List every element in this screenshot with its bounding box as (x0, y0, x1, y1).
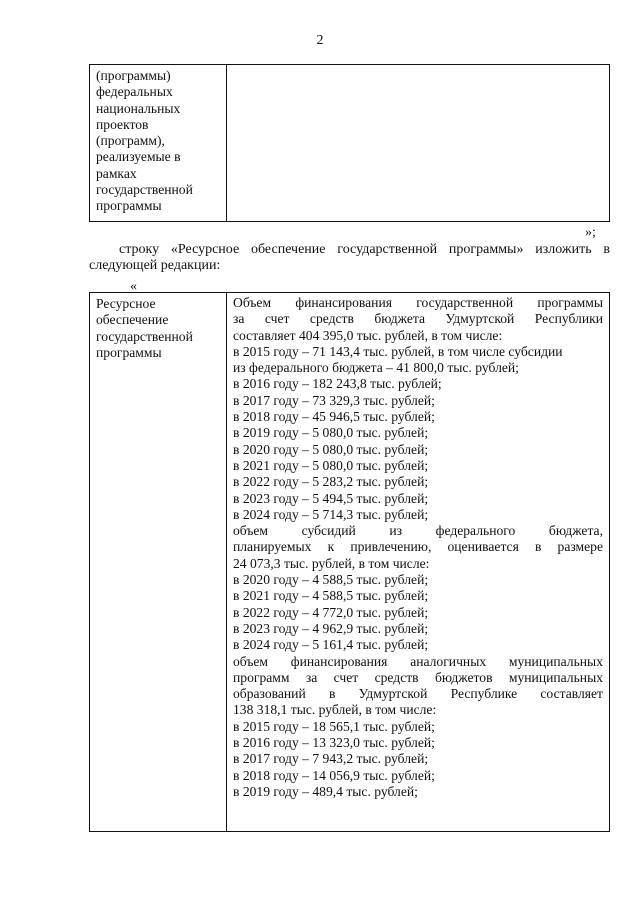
text-line: реализуемые в (96, 149, 181, 165)
text-line: в 2022 году – 5 283,2 тыс. рублей; (233, 474, 429, 490)
text-line: в 2019 году – 5 080,0 тыс. рублей; (233, 425, 429, 441)
opening-quote: « (130, 279, 137, 294)
table-row (90, 65, 610, 222)
table-row (90, 293, 610, 832)
text-line: в 2019 году – 489,4 тыс. рублей; (233, 783, 418, 799)
text-line: (программ), (96, 133, 165, 149)
text-line: в 2024 году – 5 161,4 тыс. рублей; (233, 637, 429, 653)
text-line: (программы) (96, 68, 171, 83)
row-value-cell (227, 65, 610, 222)
text-line: в 2023 году – 5 494,5 тыс. рублей; (233, 490, 429, 506)
text-line: объем субсидий из федерального бюджета, (233, 523, 603, 539)
text-line: в 2020 году – 5 080,0 тыс. рублей; (233, 441, 429, 457)
text-line: в 2017 году – 7 943,2 тыс. рублей; (233, 751, 429, 767)
row-value-cell (227, 293, 610, 832)
text-line: Объем финансирования государственной программы (233, 295, 603, 310)
text-line: за счет средств бюджета Удмуртской Республики (233, 311, 603, 327)
text-line: программ за счет средств бюджетов муниципальных (233, 669, 603, 685)
text-line: из федерального бюджета – 41 800,0 тыс. рублей; (233, 360, 519, 376)
text-line: программы (96, 198, 162, 214)
text-line: в 2024 году – 5 714,3 тыс. рублей; (233, 506, 429, 522)
text-line: 24 073,3 тыс. рублей, в том числе: (233, 555, 430, 571)
row-label-cell (90, 65, 227, 222)
closing-quote: »; (585, 225, 596, 240)
text-line: проектов (96, 116, 149, 132)
text-line: государственной (96, 182, 193, 198)
text-line: объем финансирования аналогичных муниципальных (233, 653, 603, 669)
text-line: составляет 404 395,0 тыс. рублей, в том числе: (233, 327, 503, 343)
text-line: государственной (96, 328, 193, 344)
instruction-paragraph: строку «Ресурсное обеспечение государственной программы» изложить в следующей редакции: (89, 242, 610, 273)
row-value-text (227, 293, 609, 800)
text-line: в 2020 году – 4 588,5 тыс. рублей; (233, 572, 429, 588)
text-line: 138 318,1 тыс. рублей, в том числе: (233, 702, 437, 718)
text-line: в 2018 году – 45 946,5 тыс. рублей; (233, 409, 435, 425)
text-line: в 2023 году – 4 962,9 тыс. рублей; (233, 620, 429, 636)
page-number: 2 (316, 33, 324, 48)
text-line: обеспечение (96, 312, 169, 328)
goal-table-fragment (89, 64, 610, 222)
text-line: в 2017 году – 73 329,3 тыс. рублей; (233, 392, 435, 408)
text-line: Ресурсное (96, 296, 156, 311)
text-line: в 2016 году – 13 323,0 тыс. рублей; (233, 735, 435, 751)
row-label-text (90, 65, 226, 215)
text-line: федеральных (96, 84, 173, 100)
text-line: в 2018 году – 14 056,9 тыс. рублей; (233, 767, 435, 783)
text-line: рамках (96, 165, 137, 181)
text-line: национальных (96, 100, 181, 116)
text-line: программы (96, 344, 162, 360)
text-line: в 2015 году – 18 565,1 тыс. рублей; (233, 718, 435, 734)
resource-table (89, 292, 610, 832)
text-line: в 2016 году – 182 243,8 тыс. рублей; (233, 376, 442, 392)
row-label-text (90, 293, 226, 361)
text-line: в 2021 году – 5 080,0 тыс. рублей; (233, 457, 429, 473)
text-line: планируемых к привлечению, оценивается в размере (233, 539, 603, 555)
text-line: в 2021 году – 4 588,5 тыс. рублей; (233, 588, 429, 604)
row-value-text (227, 65, 609, 67)
text-line: в 2022 году – 4 772,0 тыс. рублей; (233, 604, 429, 620)
text-line: образований в Удмуртской Республике составляет (233, 686, 603, 702)
text-line: в 2015 году – 71 143,4 тыс. рублей, в том числе субсидии (233, 343, 563, 359)
row-label-cell (90, 293, 227, 832)
